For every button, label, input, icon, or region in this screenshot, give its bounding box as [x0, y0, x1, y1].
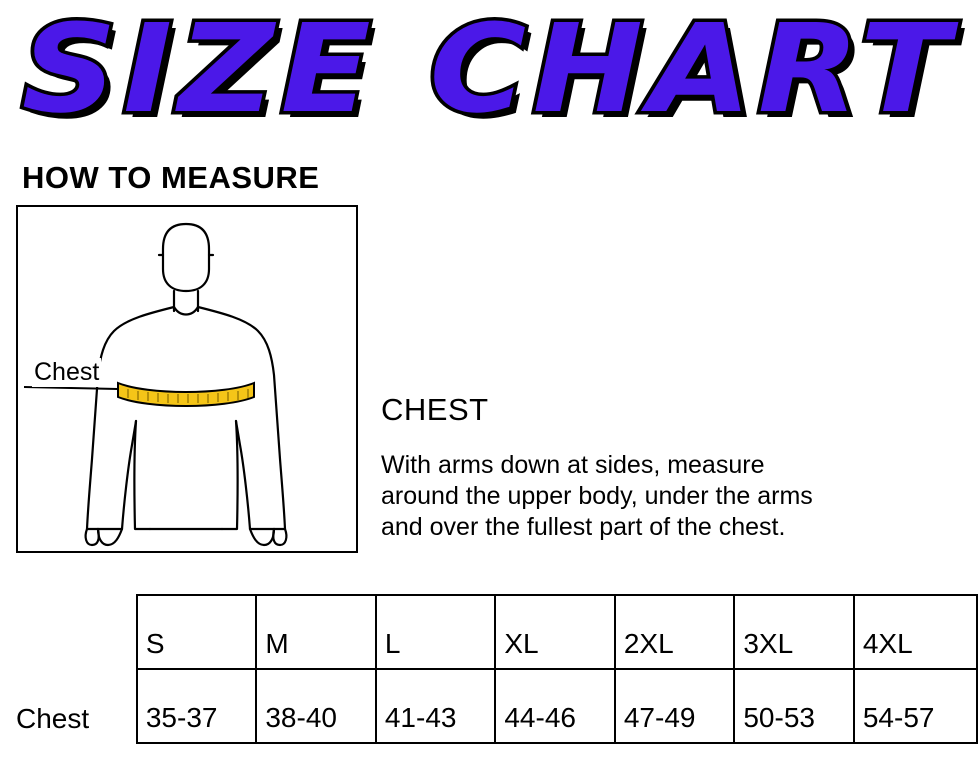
tape-measure-icon: [118, 383, 254, 406]
column-header-m: M: [256, 595, 376, 669]
page-title: SIZE CHART: [21, 0, 957, 140]
chest-description-line-3: and over the fullest part of the chest.: [381, 513, 786, 541]
cell-chest-xl: 44-46: [495, 669, 615, 743]
chest-description-text: [381, 450, 978, 543]
table-row: [10, 669, 977, 743]
column-header-4xl: 4XL: [854, 595, 977, 669]
cell-chest-l: 41-43: [376, 669, 496, 743]
page-title-banner: [0, 0, 978, 144]
row-header-chest: Chest: [10, 669, 137, 743]
chest-description-heading: CHEST: [381, 392, 489, 427]
chest-leader-line: [24, 387, 118, 389]
cell-chest-s: 35-37: [137, 669, 257, 743]
size-chart-table: [10, 594, 978, 744]
chest-description-line-1: With arms down at sides, measure: [381, 451, 765, 479]
table-header-row: [10, 595, 977, 669]
column-header-s: S: [137, 595, 257, 669]
column-header-3xl: 3XL: [734, 595, 854, 669]
cell-chest-2xl: 47-49: [615, 669, 735, 743]
cell-chest-3xl: 50-53: [734, 669, 854, 743]
column-header-xl: XL: [495, 595, 615, 669]
chest-description-line-2: around the upper body, under the arms: [381, 482, 813, 510]
cell-chest-m: 38-40: [256, 669, 376, 743]
column-header-l: L: [376, 595, 496, 669]
chest-figure-label: Chest: [34, 358, 100, 386]
table-corner-cell: [10, 595, 137, 669]
how-to-measure-heading: HOW TO MEASURE: [22, 160, 320, 195]
cell-chest-4xl: 54-57: [854, 669, 977, 743]
column-header-2xl: 2XL: [615, 595, 735, 669]
